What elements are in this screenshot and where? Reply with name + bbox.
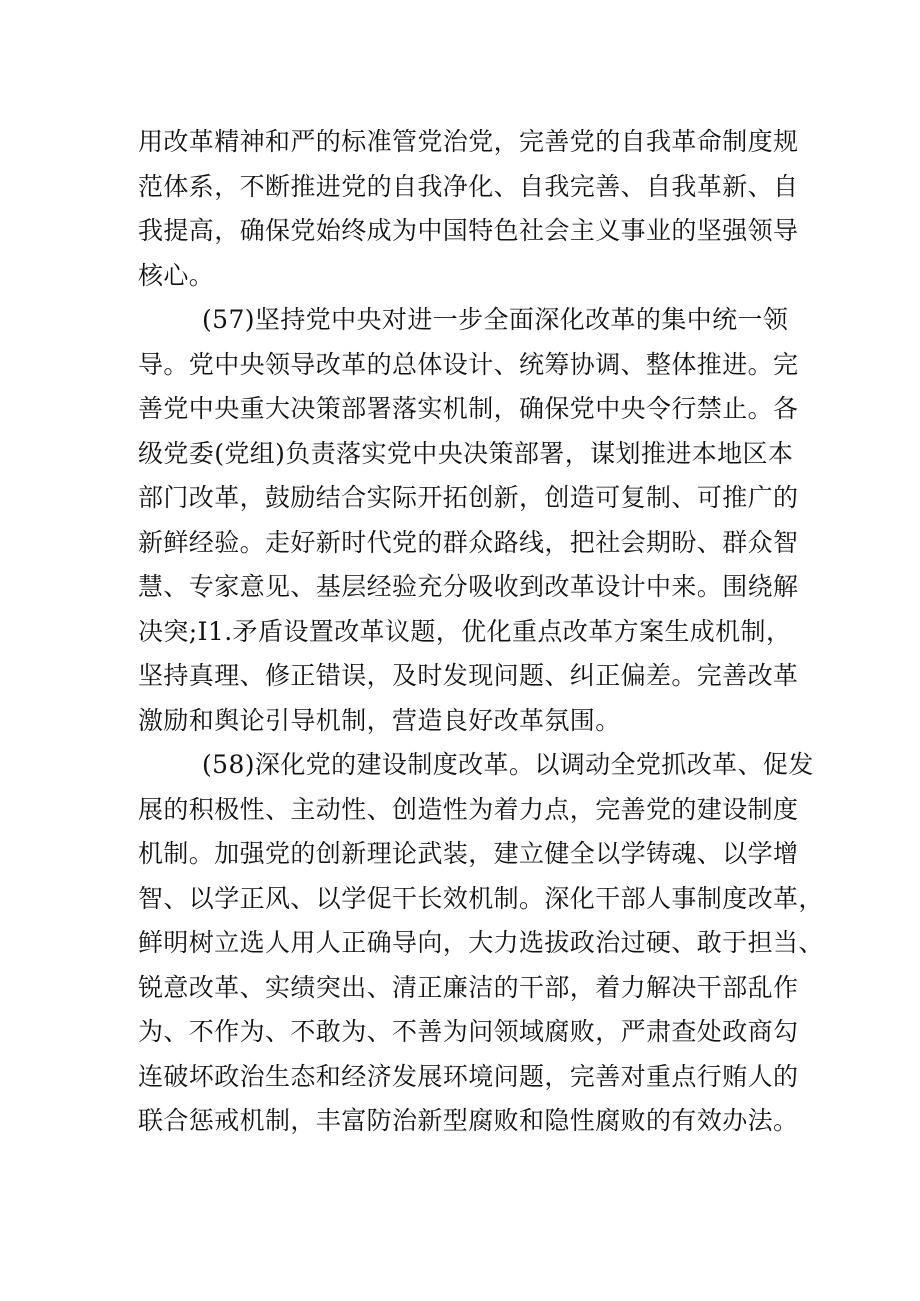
- text-line: 锐意改革、实绩突出、清正廉洁的干部，着力解决干部乱作: [138, 972, 799, 1002]
- text-line: 鲜明树立选人用人正确导向，大力选拔政治过硬、敢于担当、: [138, 928, 824, 957]
- text-line: 机制。加强党的创新理论武装，建立健全以学铸魂、以学增: [138, 839, 799, 868]
- paragraph-heading-58: (58)深化党的建设制度改革。以调动全党抓改革、促发: [202, 750, 814, 779]
- paragraph-intro-continuation: [138, 120, 799, 298]
- text-line: 导。党中央领导改革的总体设计、统筹协调、整体推进。完: [138, 349, 799, 379]
- text-line: 新鲜经验。走好新时代党的群众路线，把社会期盼、群众智: [138, 527, 799, 557]
- text-line: 核心。: [138, 260, 215, 290]
- paragraph-57: [138, 298, 799, 743]
- paragraph-58: [138, 743, 824, 1144]
- text-line: 级党委(党组)负责落实党中央决策部署，谋划推进本地区本: [138, 438, 794, 468]
- text-line: 我提高，确保党始终成为中国特色社会主义事业的坚强领导: [138, 216, 799, 245]
- document-body: [138, 120, 824, 1144]
- text-line: 范体系，不断推进党的自我净化、自我完善、自我革新、自: [138, 171, 799, 201]
- text-line: 善党中央重大决策部署落实机制，确保党中央令行禁止。各: [138, 394, 799, 423]
- text-line: 坚持真理、修正错误，及时发现问题、纠正偏差。完善改革: [138, 661, 799, 690]
- text-line: 慧、专家意见、基层经验充分吸收到改革设计中来。围绕解: [138, 572, 799, 601]
- text-line: 用改革精神和严的标准管党治党，完善党的自我革命制度规: [138, 127, 799, 156]
- text-line: 展的积极性、主动性、创造性为着力点，完善党的建设制度: [138, 794, 799, 824]
- paragraph-heading-57: (57)坚持党中央对进一步全面深化改革的集中统一领: [202, 305, 789, 334]
- text-line: 部门改革，鼓励结合实际开拓创新，创造可复制、可推广的: [138, 483, 799, 512]
- text-line: 激励和舆论引导机制，营造良好改革氛围。: [138, 705, 621, 735]
- text-line: 智、以学正风、以学促干长效机制。深化干部人事制度改革，: [138, 883, 824, 913]
- text-line: 联合惩戒机制，丰富防治新型腐败和隐性腐败的有效办法。: [138, 1106, 799, 1135]
- text-line: 决突;I1.矛盾设置改革议题，优化重点改革方案生成机制，: [138, 616, 792, 646]
- text-line: 连破坏政治生态和经济发展环境问题，完善对重点行贿人的: [138, 1061, 799, 1091]
- text-line: 为、不作为、不敢为、不善为问领域腐败，严肃查处政商勾: [138, 1017, 799, 1046]
